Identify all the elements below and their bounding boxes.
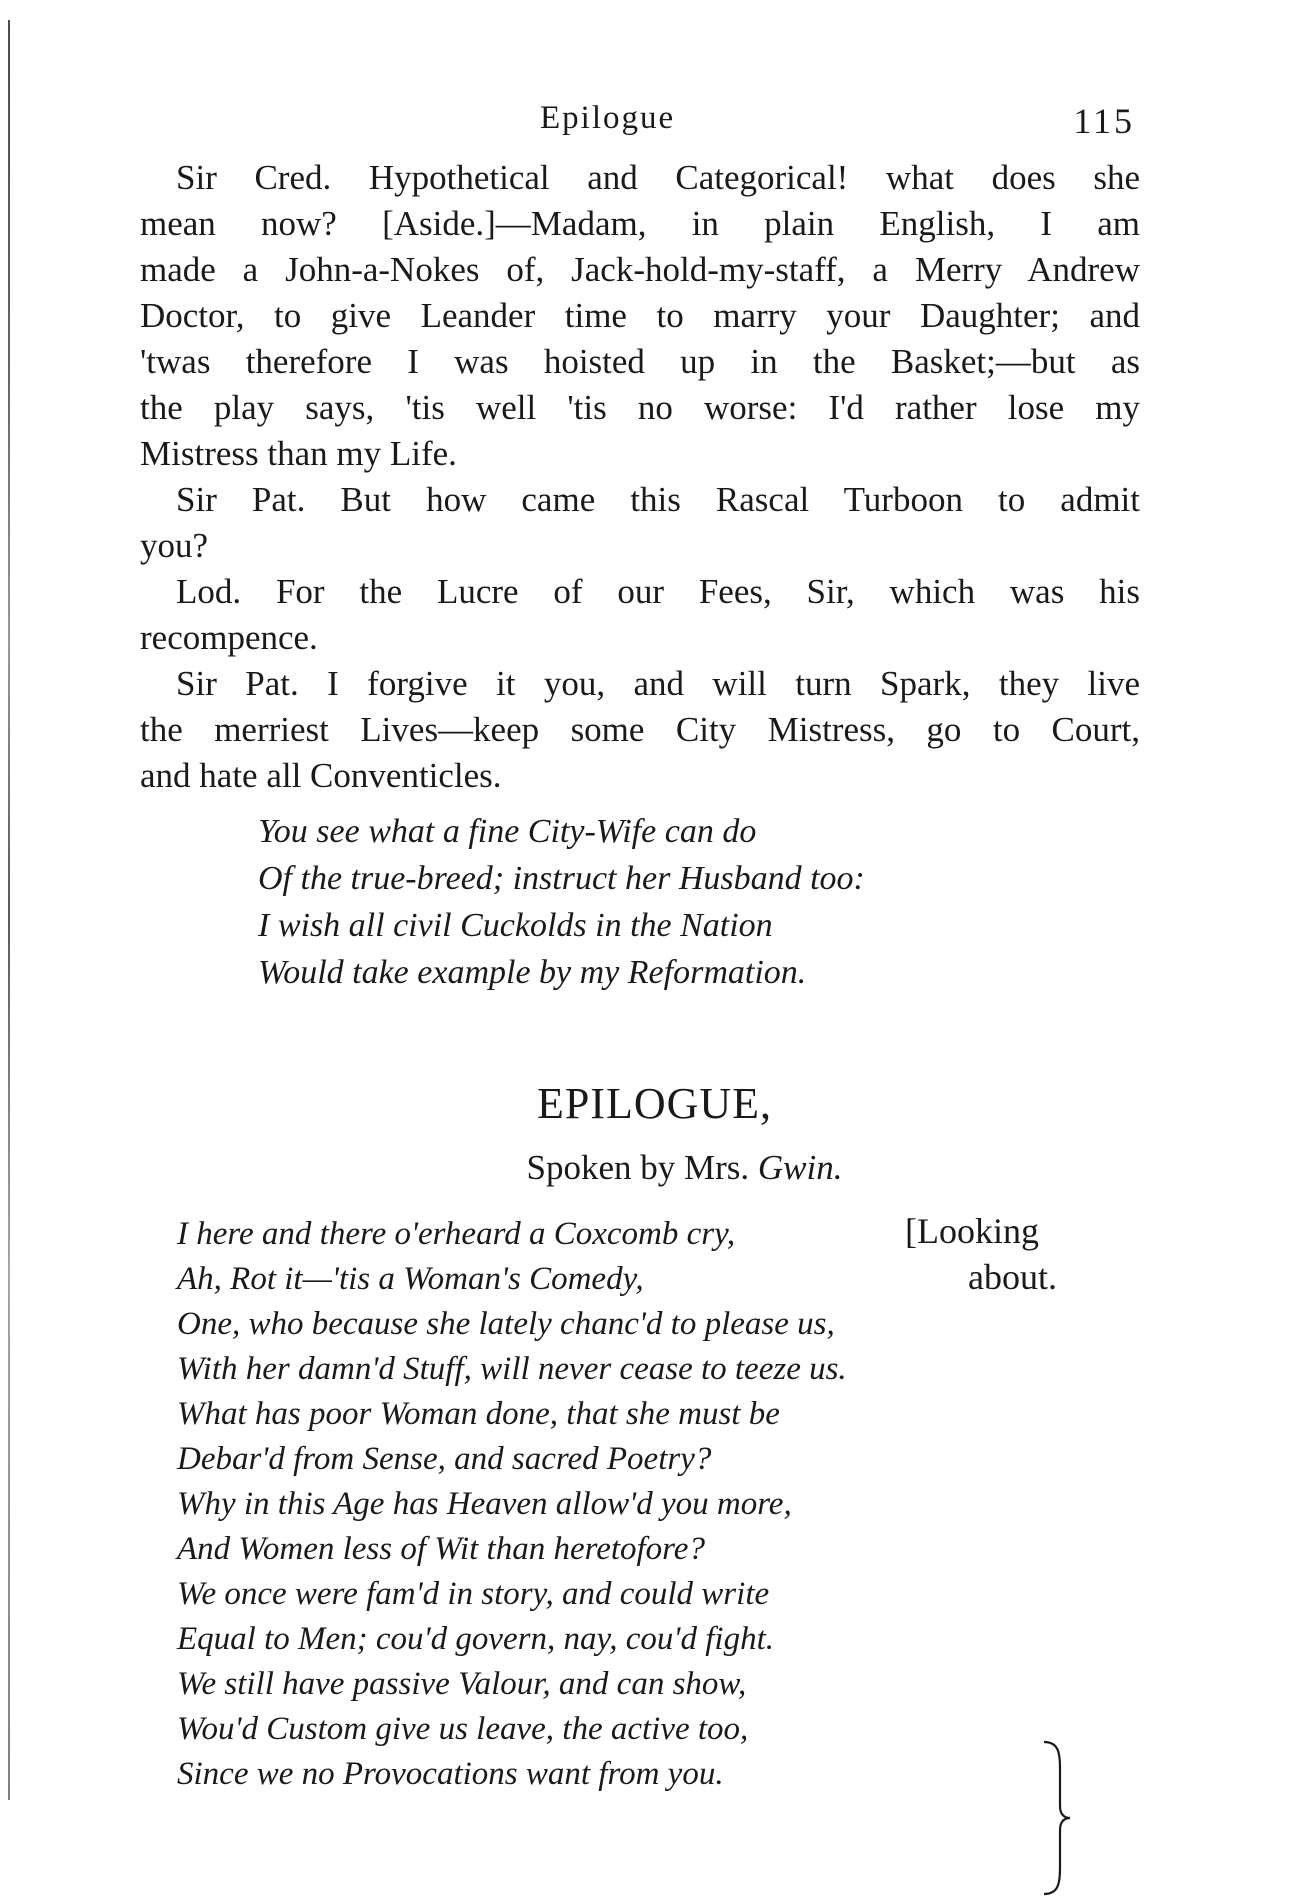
verse-line: We still have passive Valour, and can show, bbox=[177, 1666, 747, 1702]
prose-line: the play says, 'tis well 'tis no worse: I'd rather lose my bbox=[140, 388, 1140, 427]
triplet-brace-icon bbox=[1040, 1738, 1074, 1898]
spoken-by-text: Spoken by Mrs. bbox=[526, 1148, 750, 1187]
page-number: 115 bbox=[1073, 101, 1135, 141]
verse-line: You see what a fine City-Wife can do bbox=[258, 813, 757, 850]
verse-line: I here and there o'erheard a Coxcomb cry, bbox=[177, 1216, 736, 1252]
prose-line: the merriest Lives—keep some City Mistress, go to Court, bbox=[140, 710, 1140, 749]
play-prose bbox=[140, 155, 1140, 799]
prose-line: mean now? [Aside.]—Madam, in plain English, I am bbox=[140, 204, 1140, 243]
running-head bbox=[140, 100, 1140, 144]
prose-line: recompence. bbox=[140, 618, 318, 657]
verse-line: What has poor Woman done, that she must be bbox=[177, 1396, 780, 1432]
verse-line: Since we no Provocations want from you. bbox=[177, 1756, 724, 1792]
prose-line: Mistress than my Life. bbox=[140, 434, 457, 473]
verse-line: One, who because she lately chanc'd to please us, bbox=[177, 1306, 835, 1342]
prose-line: you? bbox=[140, 526, 209, 565]
prose-line: and hate all Conventicles. bbox=[140, 756, 502, 795]
verse-line: Wou'd Custom give us leave, the active too, bbox=[177, 1711, 749, 1747]
verse-line: Would take example by my Reformation. bbox=[258, 954, 807, 991]
prose-line: Lod. For the Lucre of our Fees, Sir, which was his bbox=[176, 572, 1140, 611]
stage-direction: [Looking bbox=[905, 1211, 1039, 1251]
verse-line: We once were fam'd in story, and could write bbox=[177, 1576, 770, 1612]
epilogue-heading bbox=[0, 1078, 1289, 1129]
verse-line: And Women less of Wit than heretofore? bbox=[177, 1531, 705, 1567]
verse-line: Debar'd from Sense, and sacred Poetry? bbox=[177, 1441, 712, 1477]
prose-line: Doctor, to give Leander time to marry your Daughter; and bbox=[140, 296, 1140, 335]
prose-line: 'twas therefore I was hoisted up in the Basket;—but as bbox=[140, 342, 1140, 381]
closing-verse bbox=[258, 808, 865, 996]
prose-line: Sir Pat. I forgive it you, and will turn Spark, they live bbox=[176, 664, 1140, 703]
prose-line: Sir Cred. Hypothetical and Categorical! what does she bbox=[176, 158, 1140, 197]
verse-line: Ah, Rot it—'tis a Woman's Comedy, bbox=[177, 1261, 644, 1297]
epilogue-heading-text: EPILOGUE, bbox=[536, 1079, 773, 1128]
running-head-title: Epilogue bbox=[540, 100, 676, 136]
verse-line: Equal to Men; cou'd govern, nay, cou'd fight. bbox=[177, 1621, 774, 1657]
stage-direction: about. bbox=[968, 1257, 1057, 1297]
verse-line: I wish all civil Cuckolds in the Nation bbox=[258, 907, 773, 944]
verse-line: With her damn'd Stuff, will never cease to teeze us. bbox=[177, 1351, 847, 1387]
epilogue-subheading bbox=[0, 1148, 1289, 1188]
epilogue-verse bbox=[177, 1212, 847, 1797]
verse-line: Of the true-breed; instruct her Husband too: bbox=[258, 860, 865, 897]
verse-line: Why in this Age has Heaven allow'd you more, bbox=[177, 1486, 792, 1522]
prose-line: made a John-a-Nokes of, Jack-hold-my-staff, a Merry Andrew bbox=[140, 250, 1140, 289]
speaker-name: Gwin. bbox=[757, 1148, 843, 1187]
prose-line: Sir Pat. But how came this Rascal Turboon to admit bbox=[176, 480, 1140, 519]
